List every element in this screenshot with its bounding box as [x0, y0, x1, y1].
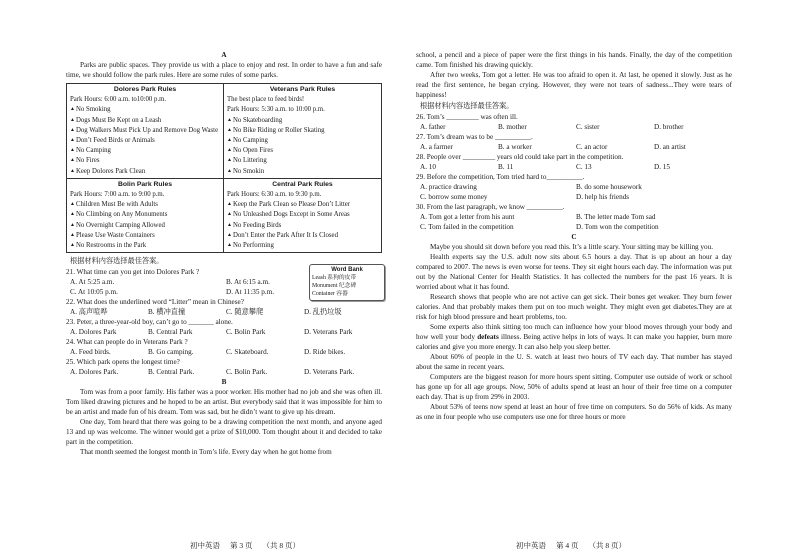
section-c-para-7: About 53% of teens now spend at least an hour of free time on computers. So do 56% of kids. As many as one in four people who use computers use one for three hours or more	[416, 403, 732, 421]
word-bank-line: Leash 系狗的皮带	[312, 275, 357, 281]
word-bank-line: Container 容器	[312, 291, 348, 297]
options-28: A. 10 B. 11 C. 13 D. 15	[420, 163, 670, 171]
word-bank-box	[309, 264, 385, 301]
section-b-para-4: After two weeks, Tom got a letter. He was too afraid to open it. At last, he opened it slowly. Just as he read the first sentence, he began crying. However, they were not tears of sadness...They were tears of happiness!	[416, 71, 732, 99]
section-c-para-3: Research shows that people who are not active can get sick. Their bones get weaker. They burn fewer calories. And that probably makes them put on too much weight. They might even get diabetes.They are at risk for high blood pressure and heart problems, too.	[416, 293, 732, 321]
questions-26-30	[416, 112, 732, 232]
footer-left: 初中英语 第 3 页 （共 8 页）	[190, 541, 300, 550]
section-b-para-1: Tom was from a poor family. His father was a poor worker. His mother had no job and she was often ill. Tom liked drawing pictures and he hoped to be an artist. But everybody said that it was impossible for him to be an artist and made fun of his dream. Tom was sad, but he didn’t want to give up his dream.	[66, 388, 382, 417]
instruction-b: 根据材料内容选择最佳答案。	[420, 102, 514, 110]
section-c-para-4: Some experts also think sitting too much can influence how your blood moves through your body and how well your body defeats illness. Being active helps in lots of ways. It can make you happier, burn more calories and give you more energy. It can also help you sleep better.	[416, 323, 732, 351]
options-21: A. At 5:25 a.m. B. At 6:15 a.m. C. At 10:05 p.m. D. At 11:35 p.m.	[70, 278, 275, 297]
question-22: 22. What does the underlined word “Litter” mean in Chinese?	[66, 298, 244, 307]
section-b-heading: B	[221, 378, 227, 387]
options-30: A. Tom got a letter from his aunt B. The letter made Tom sad C. Tom failed in the competition D. Tom won the competition	[420, 213, 659, 231]
section-b-para-3: That month seemed the longest month in Tom’s life. Every day when he got home from	[80, 448, 332, 457]
question-26: 26. Tom’s _________ was often ill.	[416, 113, 518, 121]
section-a-heading: A	[221, 51, 227, 59]
word-bank-line: Monument 纪念碑	[312, 283, 357, 289]
question-28: 28. People over _________ years old could take part in the competition.	[416, 153, 624, 161]
options-24: A. Feed birds. B. Go camping. C. Skateboard. D. Ride bikes.	[70, 348, 346, 357]
section-c-para-5: About 60% of people in the U. S. watch at least two hours of TV each day. That number has stayed about the same in recent years.	[416, 353, 732, 371]
veterans-rules: Veterans Park Rules The best place to feed birds! Park Hours: 5:30 a.m. to 10:00 p.m. ▲ No Skateboarding ▲ No Bike Riding or Roller Skating ▲ No Camping ▲ No Open Fires ▲ No Littering ▲ No Smokin	[224, 84, 381, 179]
question-29: 29. Before the competition, Tom tried hard to__________.	[416, 173, 585, 181]
section-b-para-2: One day, Tom heard that there was going to be a drawing competition the next month, and anyone aged 13 and up was welcome. The winner would get a prize of $10,000. Tom thought about it and decided to take part in the competition.	[66, 418, 382, 447]
options-25: A. Dolores Park. B. Central Park. C. Bolin Park. D. Veterans Park.	[70, 368, 355, 377]
central-rules: Central Park Rules Park Hours: 6:30 a.m. to 9:30 p.m. ▲ Keep the Park Clean so Please Don’t Litter ▲ No Unleashed Dogs Except in Some Areas ▲ No Feeding Birds ▲ Don’t Enter the Park After It Is Closed ▲ No Performing	[224, 179, 381, 252]
bolin-rules: Bolin Park Rules Park Hours: 7:00 a.m. to 9:00 p.m. ▲ Children Must Be with Adults ▲ No Climbing on Any Monuments ▲ No Overnight Camping Allowed ▲ Please Use Waste Containers ▲ No Restrooms in the Park	[67, 179, 224, 252]
underlined-word-defeats: defeats	[477, 333, 499, 341]
question-27: 27. Tom’s dream was to be __________.	[416, 133, 533, 141]
section-c-heading: C	[571, 233, 577, 241]
right-page	[416, 50, 732, 422]
options-29: A. practice drawing B. do some housework C. borrow some money D. help his friends	[420, 183, 642, 201]
options-23: A. Dolores Park B. Central Park C. Bolin Park D. Veterans Park	[70, 328, 353, 337]
park-rules-table	[66, 83, 382, 253]
dolores-rules: Dolores Park Rules Park Hours: 6:00 a.m. to10:00 p.m. ▲ No Smoking ▲ Dogs Must Be Kept on a Leash ▲ Dog Walkers Must Pick Up and Remove Dog Waste ▲ Don’t Feed Birds or Animals ▲ No Camping ▲ No Fires ▲ Keep Dolores Park Clean	[67, 84, 224, 179]
options-26: A. father B. mother C. sister D. brother	[420, 123, 684, 131]
question-21: 21. What time can you get into Dolores Park ?	[66, 268, 200, 277]
section-c-para-2: Health experts say the U.S. adult now sits about 6.5 hours a day. That is up about an hour a day compared to 2007. The news is even worse for teens. They sit eight hours each day. The information was put out by the National Center for Health Statistics. It has collected the numbers for the past 16 years. It is worried about what it has found.	[416, 253, 732, 291]
question-23: 23. Peter, a three-year-old boy, can’t go to _______ alone.	[66, 318, 233, 327]
instruction-a: 根据材料内容选择最佳答案。	[70, 257, 164, 266]
section-b-para-3-cont: school, a pencil and a piece of paper were the first things in his hands. Finally, the day of the competition came. Tom finished his drawing quickly.	[416, 51, 732, 69]
question-30: 30. From the last paragraph, we know __________.	[416, 203, 565, 211]
section-a-intro: Parks are public spaces. They provide us with a place to enjoy and rest. In order to have a fun and safe time, we should follow the park rules. Here are some rules of some parks.	[66, 61, 382, 79]
section-c-para-1: Maybe you should sit down before you read this. It’s a little scary. Your sitting may be killing you.	[430, 243, 714, 251]
section-c-para-6: Computers are the biggest reason for more hours spent sitting. Computer use outside of work or school has gone up for all age groups. Now, 50% of adults spend at least an hour of their free time on a computer each day. That is up from 29% in 2003.	[416, 373, 732, 401]
word-bank-title: Word Bank	[331, 267, 363, 273]
options-22: A. 高声喧哗 B. 横冲直撞 C. 随意攀爬 D. 乱扔垃圾	[70, 308, 342, 317]
options-27: A. a farmer B. a worker C. an actor D. an artist	[420, 143, 686, 151]
left-page	[66, 50, 382, 457]
footer-right: 初中英语 第 4 页 （共 8 页）	[516, 541, 626, 550]
question-24: 24. What can people do in Veterans Park ?	[66, 338, 188, 347]
question-25: 25. Which park opens the longest time?	[66, 358, 180, 367]
